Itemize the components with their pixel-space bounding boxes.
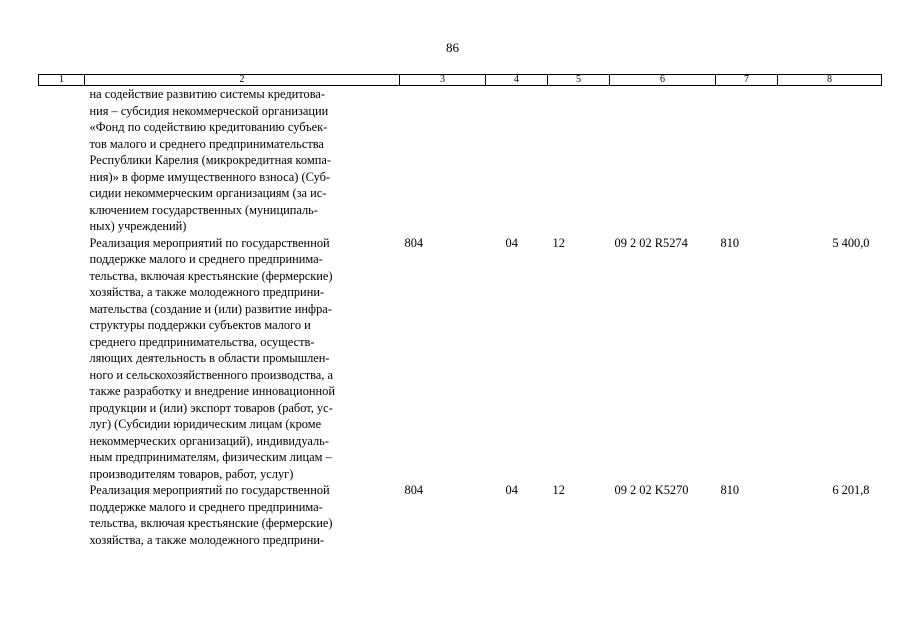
description-line: ключением государственных (муниципаль- [89,202,318,217]
description-line: ния)» в форме имущественного взноса) (Суб- [89,169,331,184]
amount-cell [778,86,882,235]
description-line: ным предпринимателям, физическим лицам – [89,450,332,464]
description-line: поддержке малого и среднего предпринима- [89,252,323,266]
column-header: 2 [85,75,400,86]
description-line: Республики Карелия (микрокредитная компа- [89,153,331,167]
description-line: производителям товаров, работ, услуг) [89,466,294,481]
subsection-code-cell: 12 [552,235,565,250]
section-code-cell: 04 [505,235,518,250]
page-number: 86 [446,40,459,55]
description-line: сидии некоммерческим организациям (за ис- [89,186,327,200]
expense-type-cell: 810 [720,483,740,497]
table-row [39,86,882,235]
section-code-cell: 04 [505,483,518,497]
column-header: 6 [610,75,716,86]
description-line: ния – субсидия некоммерческой организации [89,103,329,118]
column-header: 1 [39,75,85,86]
row-description [85,482,400,548]
row-description [85,235,400,483]
ministry-code-cell: 804 [404,483,424,497]
description-line: Реализация мероприятий по государственной [89,483,330,497]
target-article-cell: 09 2 02 R5274 [614,235,688,250]
column-header: 5 [548,75,610,86]
description-line: «Фонд по содействию кредитованию субъек- [89,120,328,134]
ministry-code-cell [400,86,486,235]
description-line: продукции и (или) экспорт товаров (работ, ус- [89,400,333,415]
table-row [39,482,882,548]
row-number-cell [39,86,85,235]
description-line: среднего предпринимательства, осуществ- [89,334,315,349]
description-line: также разработку и внедрение инновационной [89,384,335,398]
row-number-cell [39,482,85,548]
description-line: хозяйства, а также молодежного предприни- [89,532,325,547]
description-line: Реализация мероприятий по государственной [89,235,330,250]
subsection-code-cell [548,86,610,235]
table-row [39,235,882,483]
description-line: тельства, включая крестьянские (фермерские) [89,516,333,530]
description-line: структуры поддержки субъектов малого и [89,318,311,332]
column-number-row [39,75,882,86]
description-line: луг) (Субсидии юридическим лицам (кроме [89,417,322,431]
description-line: тов малого и среднего предпринимательства [89,136,324,151]
section-code-cell [486,86,548,235]
description-line: ных) учреждений) [89,219,187,233]
expense-type-cell [716,86,778,235]
description-line: мательства (создание и (или) развитие инфра- [89,301,332,316]
target-article-cell [610,86,716,235]
amount-cell: 6 201,8 [832,483,870,497]
budget-table [38,74,882,548]
row-description [85,86,400,235]
description-line: поддержке малого и среднего предпринима- [89,499,323,514]
description-line: ного и сельскохозяйственного производства, а [89,367,333,382]
description-line: тельства, включая крестьянские (фермерские) [89,268,333,283]
description-line: хозяйства, а также молодежного предприни- [89,285,325,299]
column-header: 7 [716,75,778,86]
column-header: 3 [400,75,486,86]
row-number-cell [39,235,85,483]
description-line: ляющих деятельность в области промышлен- [89,351,330,365]
subsection-code-cell: 12 [552,483,565,497]
target-article-cell: 09 2 02 K5270 [614,483,689,497]
amount-cell: 5 400,0 [832,235,870,250]
column-header: 8 [778,75,882,86]
expense-type-cell: 810 [720,235,740,250]
description-line: на содействие развитию системы кредитова- [89,87,326,101]
column-header: 4 [486,75,548,86]
ministry-code-cell: 804 [404,235,424,250]
description-line: некоммерческих организаций), индивидуаль- [89,433,329,448]
